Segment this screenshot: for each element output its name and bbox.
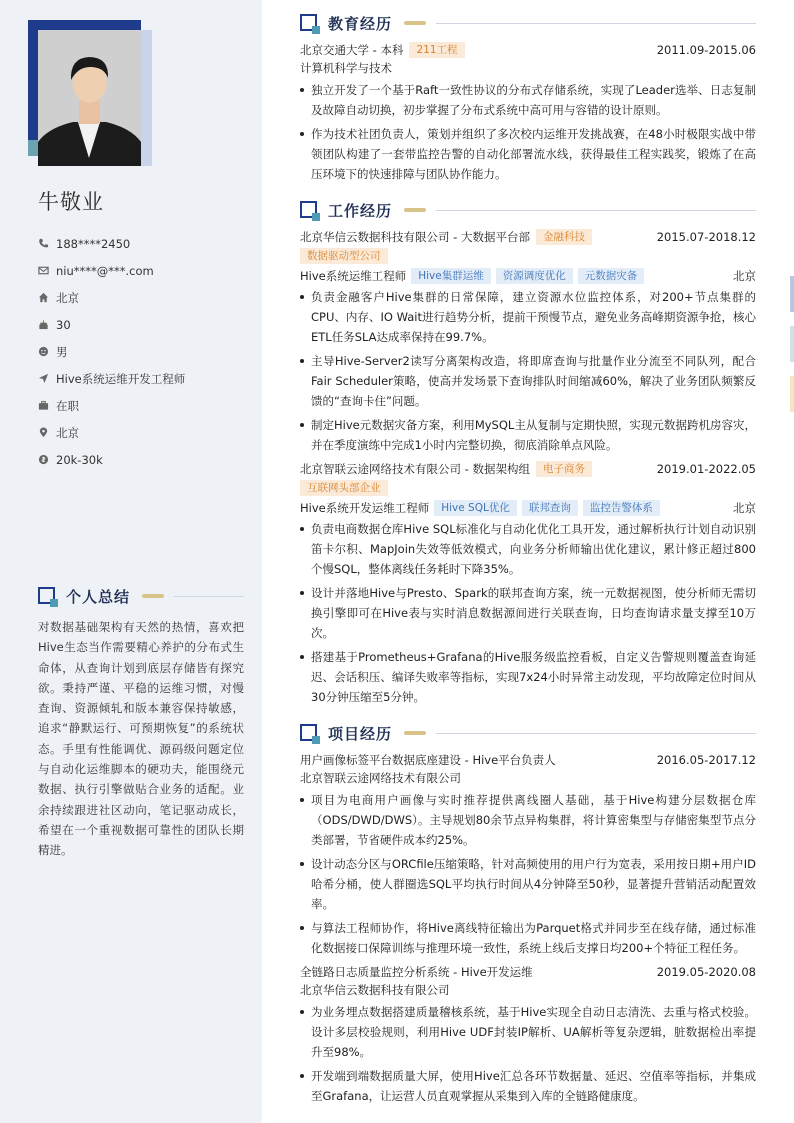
job-bullets — [300, 287, 756, 455]
school-tag: 211工程 — [409, 42, 464, 58]
list-item: 搭建基于Prometheus+Grafana的Hive服务级监控看板，自定义告警规则覆盖查询延迟、会话积压、编译失败率等指标，实现7x24小时异常主动发现，平均故障定位时间从30分钟压缩至5分钟。 — [300, 647, 756, 707]
job-target-text: Hive系统运维开发工程师 — [56, 371, 186, 386]
projects-header — [300, 722, 756, 744]
salary-text: 20k-30k — [56, 452, 103, 467]
avatar — [38, 30, 141, 166]
section-square-icon — [300, 14, 318, 32]
residence-text: 北京 — [56, 290, 79, 305]
summary-section — [38, 585, 244, 861]
job-company: 北京华信云数据科技有限公司 - 大数据平台部 — [300, 229, 530, 244]
contact-info-list — [38, 230, 248, 473]
skill-tag: 元数据灾备 — [578, 268, 645, 284]
job-city: 北京 — [733, 268, 756, 283]
project-bullets — [300, 790, 756, 958]
job-header — [300, 227, 756, 246]
section-square-icon — [38, 587, 56, 605]
project-date: 2019.05-2020.08 — [656, 964, 756, 979]
job-date: 2019.01-2022.05 — [656, 461, 756, 476]
work-title: 工作经历 — [328, 201, 393, 220]
section-accent-bar — [142, 594, 164, 598]
info-salary — [38, 446, 248, 473]
sidebar — [0, 0, 262, 1123]
phone-icon — [38, 238, 56, 249]
location-pin-icon — [38, 427, 56, 438]
project-name: 全链路日志质量监控分析系统 - Hive开发运维 — [300, 964, 533, 979]
job-bullets — [300, 519, 756, 707]
section-square-icon — [300, 201, 318, 219]
list-item: 开发端到端数据质量大屏，使用Hive汇总各环节数据量、延迟、空值率等指标，并集成至Grafana，让运营人员直观掌握从采集到入库的全链路健康度。 — [300, 1066, 756, 1106]
project-date: 2016.05-2017.12 — [656, 752, 756, 767]
job-role-row — [300, 266, 756, 285]
info-job-target — [38, 365, 248, 392]
job-role: Hive系统运维工程师 — [300, 268, 407, 283]
mail-icon — [38, 265, 56, 276]
skill-tag: 资源调度优化 — [496, 268, 573, 284]
edge-mark — [790, 276, 794, 312]
birthday-cake-icon — [38, 319, 56, 330]
project-company: 北京智联云途网络技术有限公司 — [300, 771, 461, 785]
list-item: 独立开发了一个基于Raft一致性协议的分布式存储系统，实现了Leader选举、日志复制及故障自动切换，初步掌握了分布式系统中高可用与容错的设计原则。 — [300, 80, 756, 120]
education-bullets — [300, 80, 756, 184]
info-gender — [38, 338, 248, 365]
job-role-row — [300, 498, 756, 517]
skill-tag: Hive集群运维 — [411, 268, 491, 284]
section-divider — [436, 733, 756, 734]
project-bullets — [300, 1002, 756, 1106]
education-date: 2011.09-2015.06 — [656, 42, 756, 57]
city-text: 北京 — [56, 425, 79, 440]
section-divider — [436, 210, 756, 211]
avatar-frame — [28, 20, 152, 166]
gender-text: 男 — [56, 344, 68, 359]
projects-section — [300, 722, 756, 1106]
home-icon — [38, 292, 56, 303]
info-email — [38, 257, 248, 284]
project-header — [300, 962, 756, 981]
info-age — [38, 311, 248, 338]
projects-title: 项目经历 — [328, 724, 393, 743]
education-section — [300, 12, 756, 184]
education-entry-header — [300, 40, 756, 59]
job-company: 北京智联云途网络技术有限公司 - 数据架构组 — [300, 461, 530, 476]
education-title: 教育经历 — [328, 14, 393, 33]
summary-text: 对数据基础架构有天然的热情，喜欢把Hive生态当作需要精心养护的分布式生命体，从查询计划到底层存储皆有探究欲。秉持严谨、平稳的运维习惯，对慢查询、资源倾轧和版本兼容保持敏感，追求“静默运行、可预期恢复”的系统状态。手里有性能调优、源码级问题定位与自动化运维脚本的硬功夫，能围绕元数据、执行引擎做贴合业务的适配。业余持续跟进社区动向，笔记驱动成长，希望在一个重视数据可靠性的团队长期精进。 — [38, 620, 244, 858]
industry-tag: 金融科技 — [536, 229, 592, 245]
work-section — [300, 199, 756, 707]
school-name: 北京交通大学 - 本科 — [300, 42, 404, 57]
status-text: 在职 — [56, 398, 79, 413]
job-header — [300, 459, 756, 478]
info-phone — [38, 230, 248, 257]
section-divider — [174, 596, 244, 597]
briefcase-icon — [38, 400, 56, 411]
edge-mark — [790, 326, 794, 362]
company-type-row — [300, 246, 756, 266]
section-divider — [436, 23, 756, 24]
skill-tag: 联邦查询 — [522, 500, 578, 516]
summary-title: 个人总结 — [66, 587, 131, 606]
industry-tag: 电子商务 — [536, 461, 592, 477]
email-text: niu****@***.com — [56, 263, 154, 278]
company-type-row — [300, 478, 756, 498]
project-name: 用户画像标签平台数据底座建设 - Hive平台负责人 — [300, 752, 556, 767]
company-type-tag: 互联网头部企业 — [300, 480, 388, 496]
send-icon — [38, 373, 56, 384]
salary-icon — [38, 454, 56, 465]
job-city: 北京 — [733, 500, 756, 515]
candidate-name: 牛敬业 — [38, 190, 104, 214]
section-accent-bar — [404, 21, 426, 25]
list-item: 设计并落地Hive与Presto、Spark的联邦查询方案，统一元数据视图，使分析师无需切换引擎即可在Hive表与实时消息数据源间进行关联查询，日均查询请求量支撑至10万次。 — [300, 583, 756, 643]
list-item: 制定Hive元数据灾备方案，利用MySQL主从复制与定期快照，实现元数据跨机房容灾，并在季度演练中完成1小时内完整切换，彻底消除单点风险。 — [300, 415, 756, 455]
summary-header — [38, 585, 244, 607]
section-accent-bar — [404, 731, 426, 735]
education-header — [300, 12, 756, 34]
work-header — [300, 199, 756, 221]
info-residence — [38, 284, 248, 311]
edge-mark — [790, 376, 794, 412]
major: 计算机科学与技术 — [300, 61, 392, 75]
age-text: 30 — [56, 317, 71, 332]
main-content — [300, 12, 756, 1110]
page-edge-marks — [790, 276, 794, 426]
company-type-tag: 数据驱动型公司 — [300, 248, 388, 264]
job-role: Hive系统开发运维工程师 — [300, 500, 430, 515]
info-city — [38, 419, 248, 446]
list-item: 负责电商数据仓库Hive SQL标准化与自动化优化工具开发，通过解析执行计划自动识别笛卡尔积、MapJoin失效等低效模式，向业务分析师输出优化建议，累计修正超过800个慢SQL，整体离线任务耗时下降35%。 — [300, 519, 756, 579]
info-status — [38, 392, 248, 419]
list-item: 主导Hive-Server2读写分离架构改造，将即席查询与批量作业分流至不同队列，配合Fair Scheduler策略，使高并发场景下查询排队时间缩减60%，解决了业务团队频繁反馈的“查询卡住”问题。 — [300, 351, 756, 411]
avatar-portrait-icon — [38, 30, 141, 166]
project-company: 北京华信云数据科技有限公司 — [300, 983, 450, 997]
list-item: 设计动态分区与ORCfile压缩策略，针对高频使用的用户行为宽表，采用按日期+用户ID哈希分桶，使人群圈选SQL平均执行时间从4分钟降至50秒，显著提升营销活动配置效率。 — [300, 854, 756, 914]
list-item: 为业务埋点数据搭建质量稽核系统，基于Hive实现全自动日志清洗、去重与格式校验。设计多层校验规则，利用Hive UDF封装IP解析、UA解析等复杂逻辑，脏数据检出率提升至98%。 — [300, 1002, 756, 1062]
list-item: 项目为电商用户画像与实时推荐提供离线圈人基础，基于Hive构建分层数据仓库（ODS/DWD/DWS）。主导规划80余节点异构集群，将计算密集型与存储密集型节点分类部署，节省硬件成本约25%。 — [300, 790, 756, 850]
project-header — [300, 750, 756, 769]
section-accent-bar — [404, 208, 426, 212]
gender-icon — [38, 346, 56, 357]
section-square-icon — [300, 724, 318, 742]
phone-text: 188****2450 — [56, 236, 131, 251]
list-item: 与算法工程师协作，将Hive离线特征输出为Parquet格式并同步至在线存储，通过标准化数据接口保障训练与推理环境一致性，系统上线后支撑日均200+个特征工程任务。 — [300, 918, 756, 958]
skill-tag: 监控告警体系 — [583, 500, 660, 516]
list-item: 负责金融客户Hive集群的日常保障，建立资源水位监控体系，对200+节点集群的CPU、内存、IO Wait进行趋势分析，提前干预慢节点，避免业务高峰期资源争抢，核心ETL任务SLA达成率保持在99.7%。 — [300, 287, 756, 347]
avatar-frame-accent — [28, 140, 38, 156]
skill-tag: Hive SQL优化 — [434, 500, 517, 516]
job-date: 2015.07-2018.12 — [656, 229, 756, 244]
list-item: 作为技术社团负责人，策划并组织了多次校内运维开发挑战赛，在48小时极限实战中带领团队构建了一套带监控告警的自动化部署流水线，获得最佳工程实践奖，锻炼了在高压环境下的快速排障与团队协作能力。 — [300, 124, 756, 184]
